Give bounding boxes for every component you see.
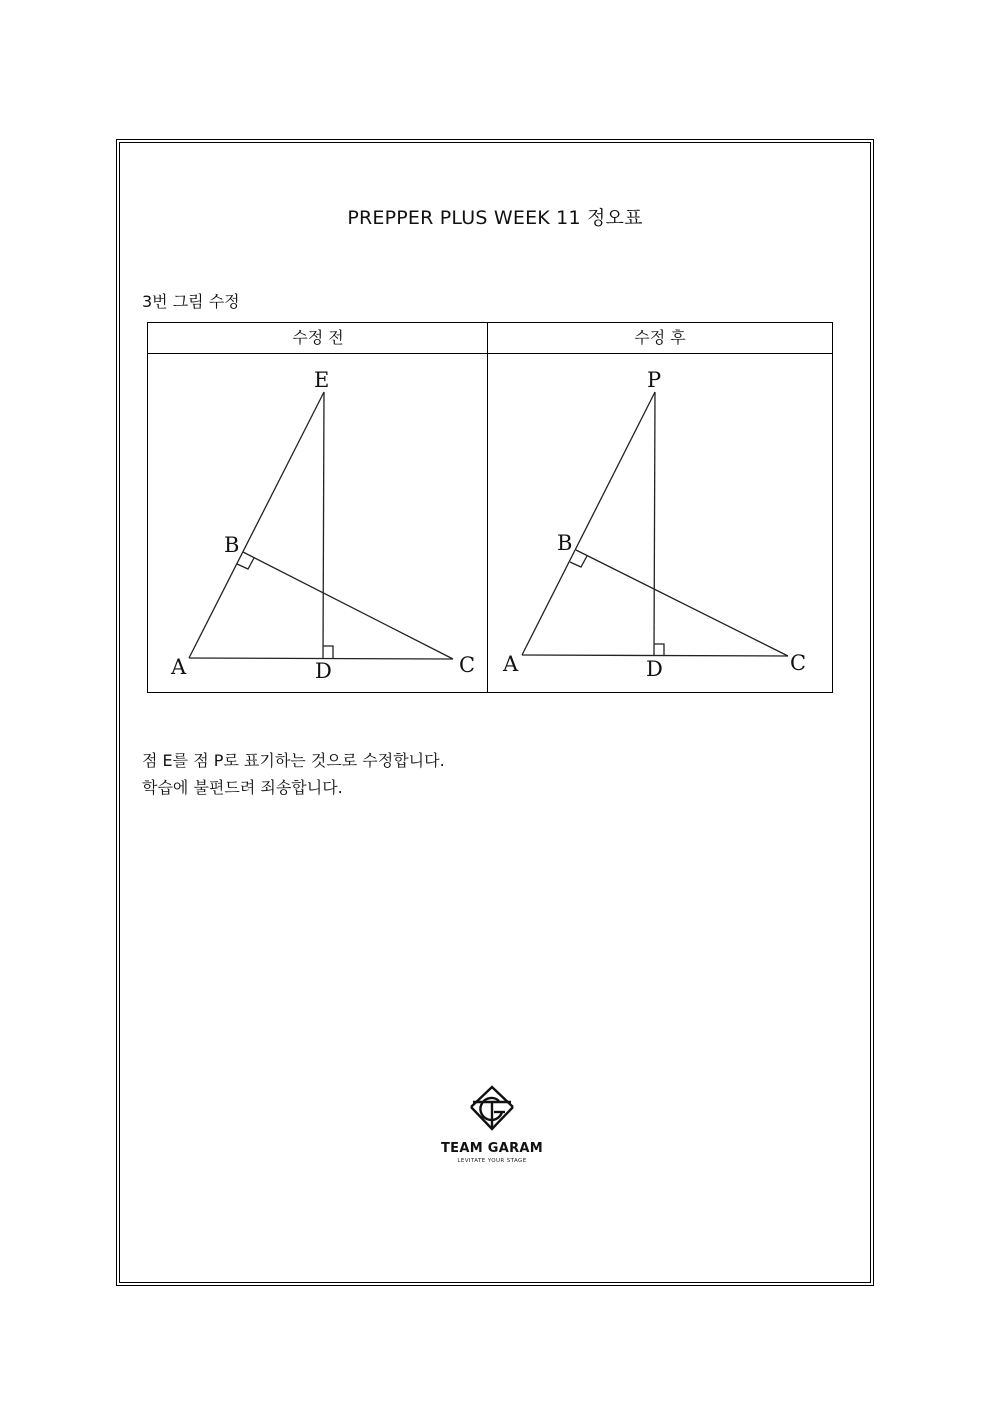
segment-ed: [323, 392, 324, 658]
section-label: 3번 그림 수정: [142, 292, 240, 311]
segment-ae: [189, 392, 324, 658]
point-label-b: B: [557, 531, 573, 555]
apology-note: 학습에 불편드려 죄송합니다.: [142, 778, 343, 797]
before-header: 수정 전: [292, 328, 344, 347]
before-diagram: [148, 354, 487, 692]
comparison-table: [147, 322, 833, 693]
after-figure: [488, 354, 832, 692]
point-label-a: A: [171, 655, 187, 679]
team-logo-icon: [469, 1085, 515, 1135]
point-label-p: P: [647, 368, 662, 392]
brand-tagline: LEVITATE YOUR STAGE: [457, 1158, 527, 1164]
point-label-d: D: [646, 657, 663, 681]
after-diagram: [488, 354, 832, 692]
point-label-c: C: [459, 653, 476, 677]
document-title: PREPPER PLUS WEEK 11 정오표: [347, 207, 643, 229]
segment-pd: [654, 392, 655, 655]
segment-bc: [576, 550, 788, 656]
point-label-d: D: [315, 659, 332, 683]
team-logo: [430, 1085, 554, 1164]
segment-bc: [243, 552, 453, 659]
point-label-b: B: [224, 533, 240, 557]
correction-note: 점 E를 점 P로 표기하는 것으로 수정합니다.: [142, 751, 445, 770]
point-label-c: C: [790, 651, 807, 675]
brand-name: TEAM GARAM: [440, 1141, 543, 1156]
right-angle-mark-d: [654, 644, 664, 655]
right-angle-mark-b: [570, 556, 587, 567]
segment-ap: [522, 392, 655, 655]
segment-ac: [522, 655, 788, 656]
point-label-e: E: [314, 368, 330, 392]
before-figure: [148, 354, 487, 692]
after-header: 수정 후: [634, 328, 686, 347]
point-label-a: A: [503, 652, 519, 676]
right-angle-mark-d: [323, 646, 333, 658]
